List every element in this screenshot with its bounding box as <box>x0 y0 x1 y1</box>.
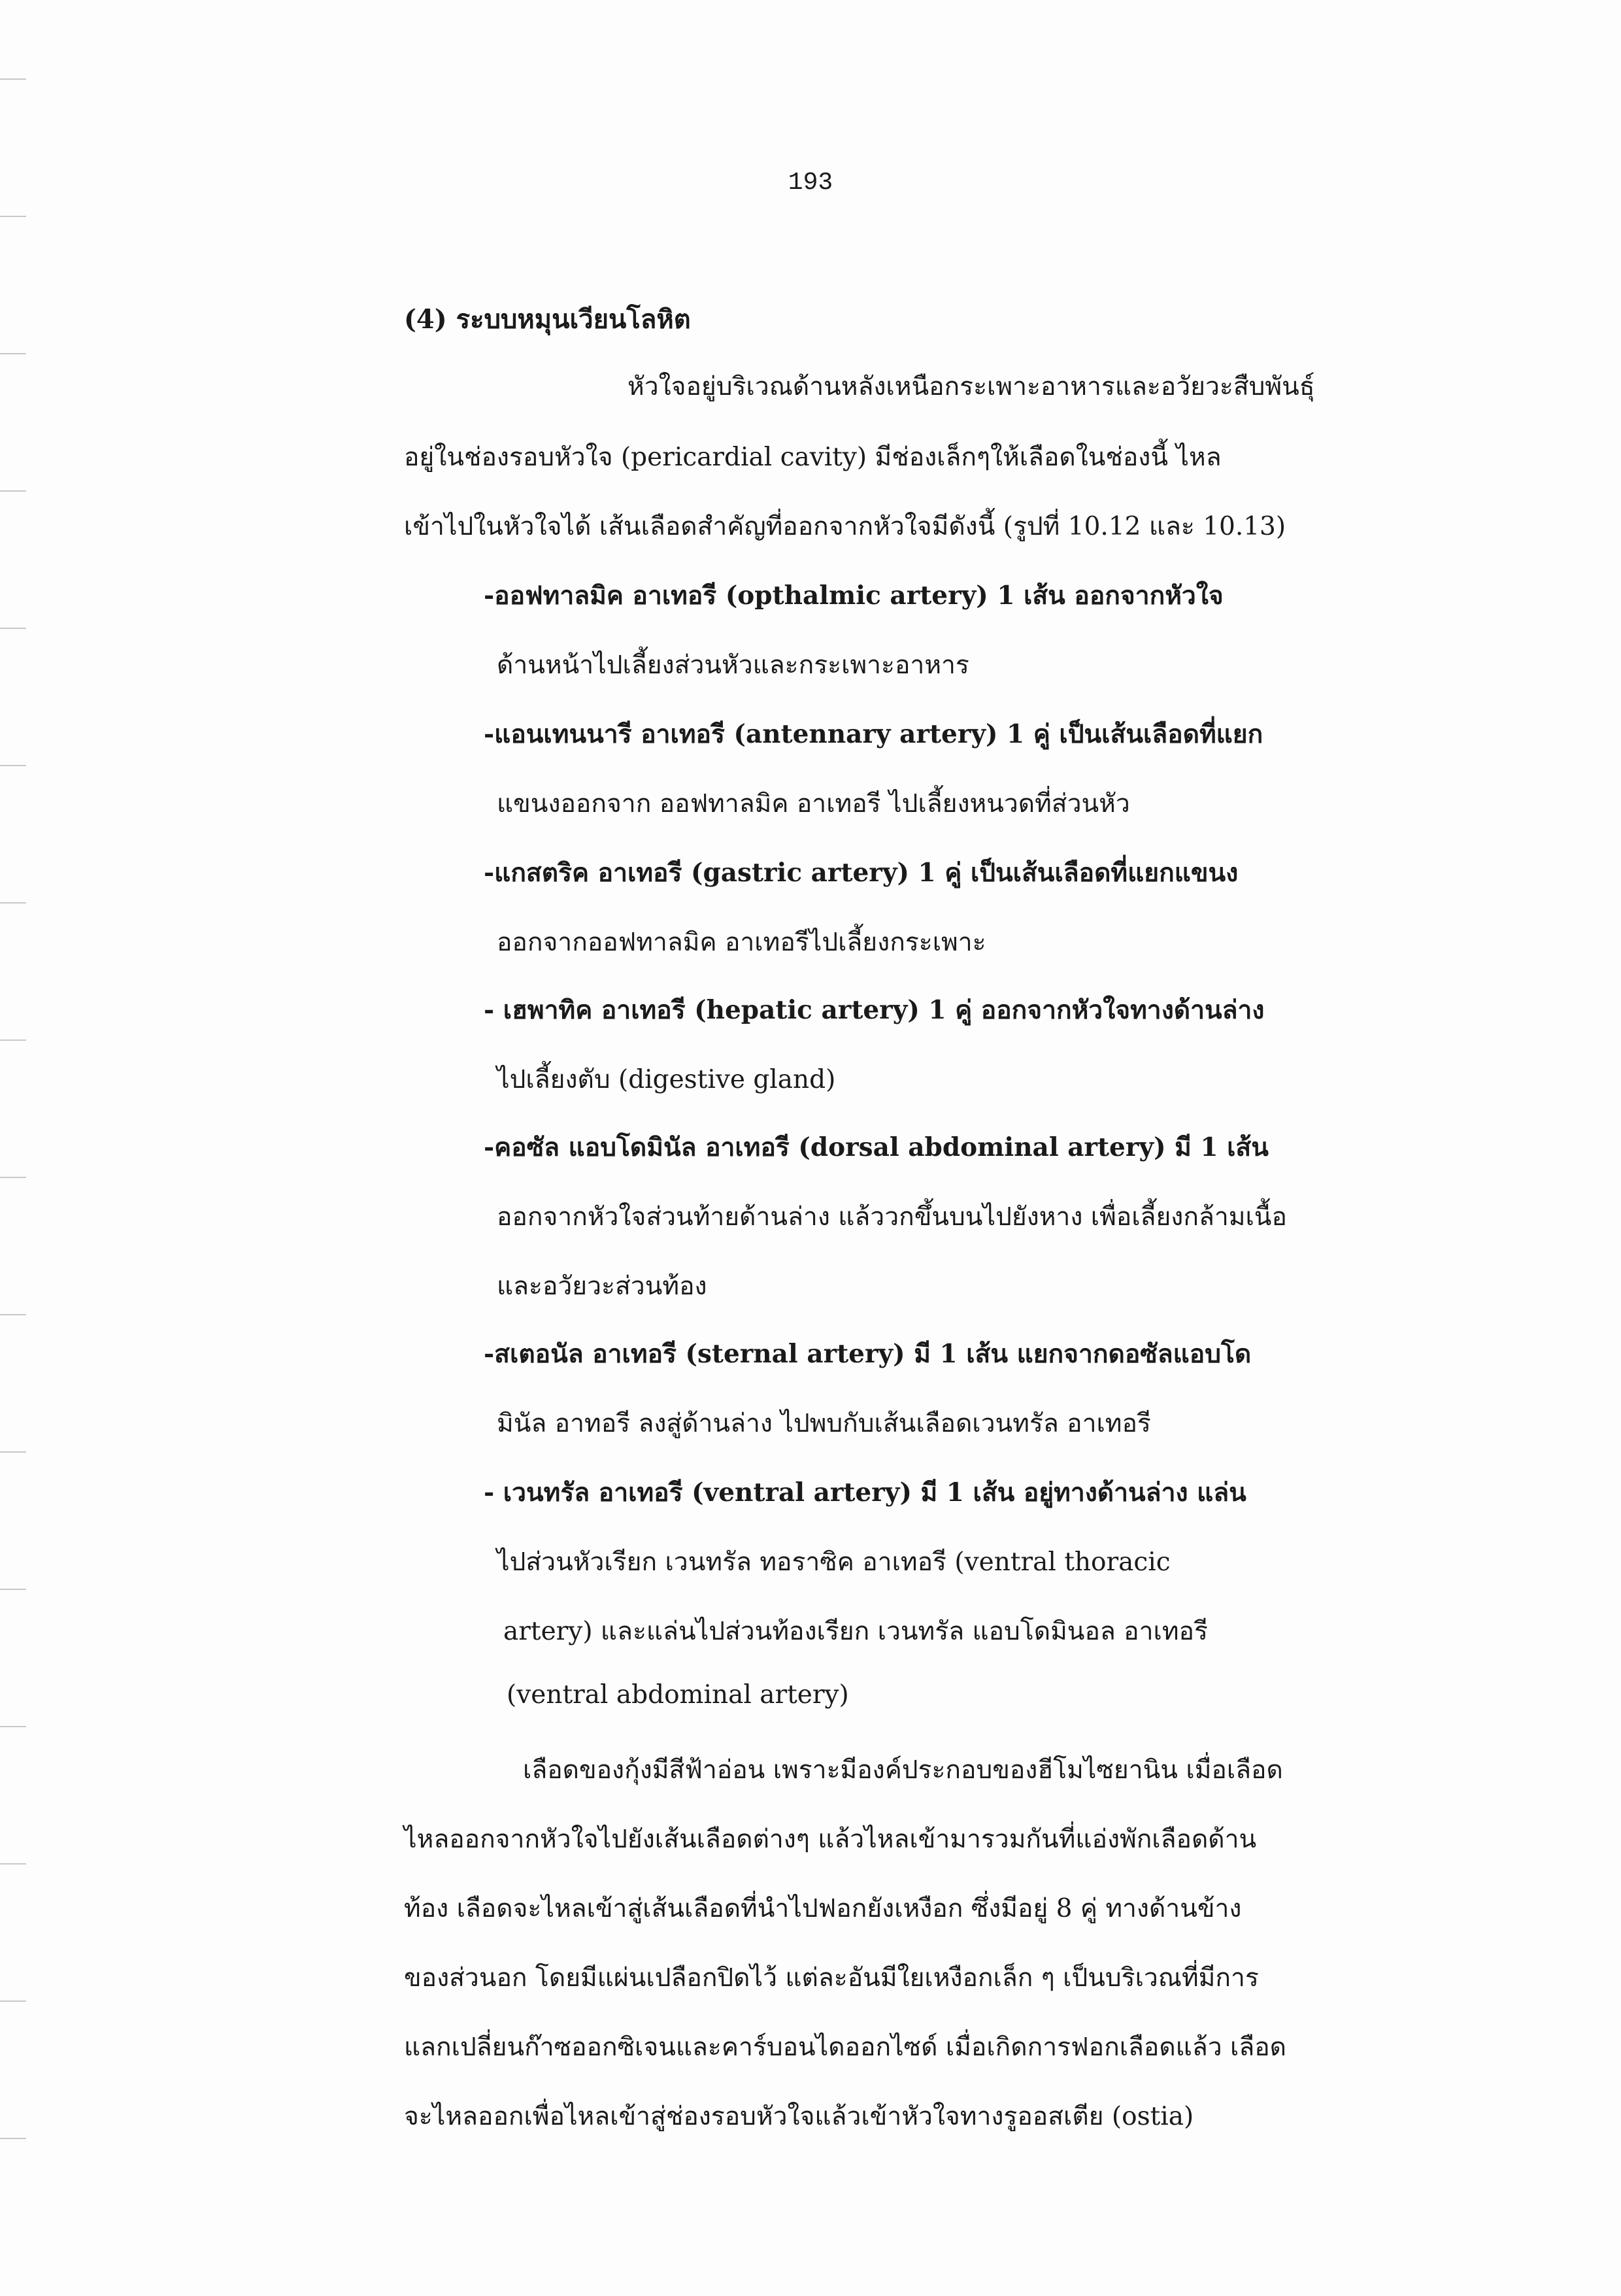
closing-line-4: ของส่วนอก โดยมีแผ่นเปลือกปิดไว้ แต่ละอันมีใยเหงือกเล็ก ๆ เป็นบริเวณที่มีการ <box>404 1963 1259 1993</box>
closing-line-2: ไหลออกจากหัวใจไปยังเส้นเลือดต่างๆ แล้วไหลเข้ามารวมกันที่แอ่งพักเลือดด้าน <box>404 1825 1257 1854</box>
artery-ophthalmic-line-2: ด้านหน้าไปเลี้ยงส่วนหัวและกระเพาะอาหาร <box>497 650 969 680</box>
artery-dorsal-abdominal-line-1: -คอซัล แอบโดมินัล อาเทอรี (dorsal abdominal artery) มี 1 เส้น <box>484 1132 1269 1162</box>
margin-mark <box>0 353 26 354</box>
artery-ventral-line-2: ไปส่วนหัวเรียก เวนทรัล ทอราซิค อาเทอรี (ventral thoracic <box>497 1547 1171 1577</box>
margin-mark <box>0 902 26 903</box>
page-number: 193 <box>788 169 833 197</box>
intro-line-2: อยู่ในช่องรอบหัวใจ (pericardial cavity) มีช่องเล็กๆให้เลือดในช่องนี้ ไหล <box>404 443 1222 472</box>
margin-mark <box>0 1726 26 1727</box>
artery-ventral-line-3: artery) และแล่นไปส่วนท้องเรียก เวนทรัล แอบโดมินอล อาเทอรี <box>503 1617 1208 1646</box>
margin-mark <box>0 78 26 80</box>
margin-mark <box>0 1451 26 1453</box>
margin-mark <box>0 216 26 217</box>
margin-mark <box>0 2138 26 2139</box>
artery-ventral-line-4: (ventral abdominal artery) <box>507 1680 849 1710</box>
closing-line-3: ท้อง เลือดจะไหลเข้าสู่เส้นเลือดที่นำไปฟอกยังเหงือก ซึ่งมีอยู่ 8 คู่ ทางด้านข้าง <box>404 1894 1242 1923</box>
margin-mark <box>0 1863 26 1865</box>
margin-mark <box>0 1039 26 1041</box>
margin-mark <box>0 2001 26 2002</box>
artery-sternal-line-1: -สเตอนัล อาเทอรี (sternal artery) มี 1 เส้น แยกจากดอซัลแอบโด <box>484 1339 1252 1369</box>
closing-line-1: เลือดของกุ้งมีสีฟ้าอ่อน เพราะมีองค์ประกอบของฮีโมไซยานิน เมื่อเลือด <box>523 1755 1283 1785</box>
artery-gastric-line-2: ออกจากออฟทาลมิค อาเทอรีไปเลี้ยงกระเพาะ <box>497 928 986 957</box>
intro-line-3: เข้าไปในหัวใจได้ เส้นเลือดสำคัญที่ออกจากหัวใจมีดังนี้ (รูปที่ 10.12 และ 10.13) <box>404 512 1286 541</box>
artery-dorsal-abdominal-line-3: และอวัยวะส่วนท้อง <box>497 1272 707 1301</box>
closing-line-6: จะไหลออกเพื่อไหลเข้าสู่ช่องรอบหัวใจแล้วเข้าหัวใจทางรูออสเตีย (ostia) <box>404 2102 1194 2131</box>
margin-mark <box>0 1589 26 1590</box>
artery-ophthalmic-line-1: -ออฟทาลมิค อาเทอรี (opthalmic artery) 1 เส้น ออกจากหัวใจ <box>484 581 1224 611</box>
artery-antennary-line-1: -แอนเทนนารี อาเทอรี (antennary artery) 1 คู่ เป็นเส้นเลือดที่แยก <box>484 719 1263 749</box>
margin-mark <box>0 628 26 629</box>
margin-mark <box>0 1314 26 1315</box>
intro-line-1: หัวใจอยู่บริเวณด้านหลังเหนือกระเพาะอาหารและอวัยวะสืบพันธุ์ <box>627 372 1315 401</box>
artery-antennary-line-2: แขนงออกจาก ออฟทาลมิค อาเทอรี ไปเลี้ยงหนวดที่ส่วนหัว <box>497 789 1130 819</box>
section-heading: (4) ระบบหมุนเวียนโลหิต <box>404 304 691 335</box>
margin-mark <box>0 490 26 492</box>
artery-gastric-line-1: -แกสตริค อาเทอรี (gastric artery) 1 คู่ เป็นเส้นเลือดที่แยกแขนง <box>484 858 1239 888</box>
artery-hepatic-line-1: - เฮพาทิค อาเทอรี (hepatic artery) 1 คู่ ออกจากหัวใจทางด้านล่าง <box>484 995 1265 1025</box>
artery-ventral-line-1: - เวนทรัล อาเทอรี (ventral artery) มี 1 เส้น อยู่ทางด้านล่าง แล่น <box>484 1477 1246 1508</box>
artery-sternal-line-2: มินัล อาทอรี ลงสู่ด้านล่าง ไปพบกับเส้นเลือดเวนทรัล อาเทอรี <box>497 1409 1151 1438</box>
margin-mark <box>0 1177 26 1178</box>
artery-dorsal-abdominal-line-2: ออกจากหัวใจส่วนท้ายด้านล่าง แล้ววกขึ้นบนไปยังหาง เพื่อเลี้ยงกล้ามเนื้อ <box>497 1202 1287 1232</box>
artery-hepatic-line-2: ไปเลี้ยงตับ (digestive gland) <box>497 1065 836 1094</box>
closing-line-5: แลกเปลี่ยนก๊าซออกซิเจนและคาร์บอนไดออกไซด์ เมื่อเกิดการฟอกเลือดแล้ว เลือด <box>404 2033 1286 2062</box>
margin-mark <box>0 765 26 766</box>
